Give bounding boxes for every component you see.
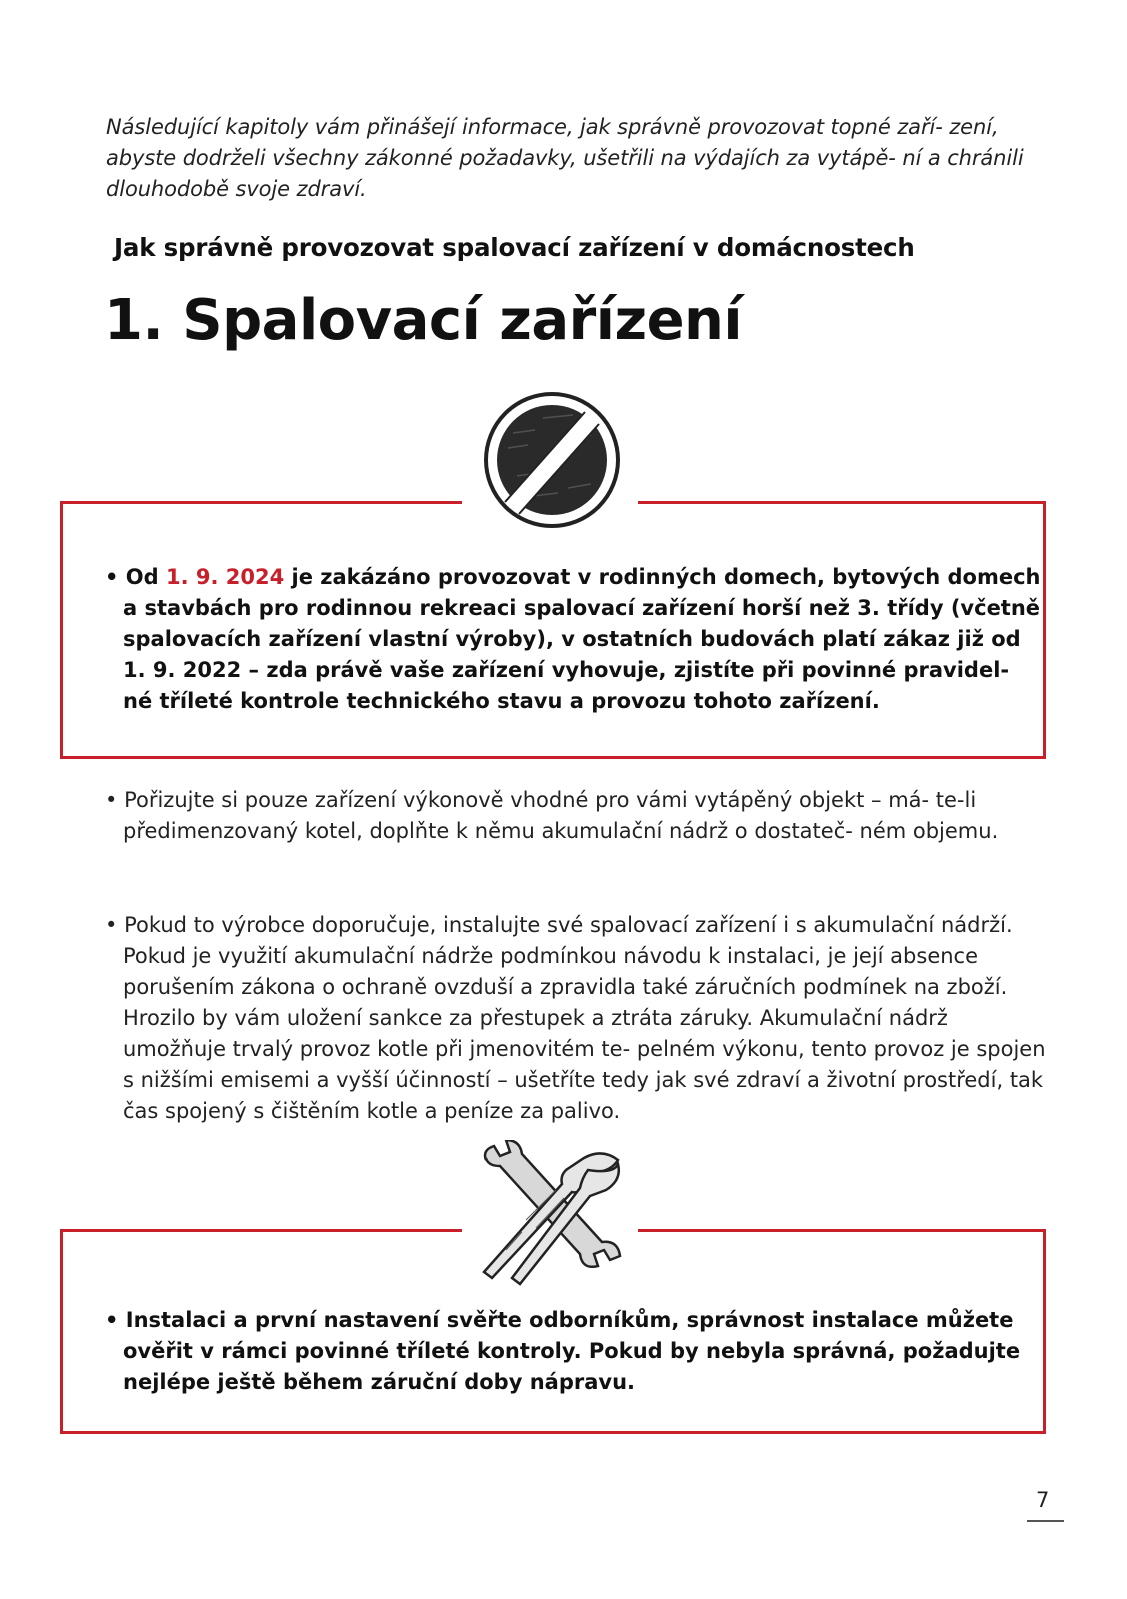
wrench-and-pliers-icon — [466, 1140, 636, 1290]
chapter-title: 1. Spalovací zařízení — [104, 288, 743, 353]
list-item: • Pokud to výrobce doporučuje, instalujte své spalovací zařízení i s akumulační nádrží. Pokud je využití akumulační nádrže podmínkou návodu k instalaci, je její absence porušením zákona o ochraně ovzduší a zpravidla také záručních podmínek na zboží. Hrozilo by vám uložení sankce za přestupek a ztráta záruky. Akumulační nádrž umožňuje trvalý provoz kotle při jmenovitém te- pelném výkonu, tento provoz je spojen s nižšími emisemi a vyšší účinností – ušetříte tedy jak své zdraví a životní prostředí, tak čas spojený s čištěním kotle a peníze za palivo. — [105, 913, 1046, 1123]
prohibition-sign-icon — [473, 388, 631, 536]
page-number: 7 — [1036, 1488, 1050, 1512]
list-item-ban-notice: • Od 1. 9. 2024 je zakázáno provozovat v rodinných domech, bytových domech a stavbách pro rodinnou rekreaci spalovací zařízení horší než 3. třídy (včetně spalovacích zařízení vlastní výroby), v ostatních budovách platí zákaz již od 1. 9. 2022 – zda právě vaše zařízení vyhovuje, zjistíte při povinné pravidel- né tříleté kontrole technického stavu a provozu tohoto zařízení. — [105, 565, 1041, 713]
section-subheading: Jak správně provozovat spalovací zařízení v domácnostech — [114, 233, 915, 262]
list-item-installation: • Instalaci a první nastavení svěřte odborníkům, správnost instalace můžete ověřit v rámci povinné tříleté kontroly. Pokud by nebyla správná, požadujte nejlépe ještě během záruční doby nápravu. — [105, 1308, 1021, 1394]
ban-date: 1. 9. 2024 — [165, 565, 285, 589]
page-number-underline — [1027, 1520, 1064, 1522]
intro-paragraph: Následující kapitoly vám přinášejí informace, jak správně provozovat topné zaří- zení, abyste dodrželi všechny zákonné požadavky, ušetřili na výdajích za vytápě- ní a chránili dlouhodobě svoje zdraví. — [106, 115, 1024, 201]
list-item: • Pořizujte si pouze zařízení výkonově vhodné pro vámi vytápěný objekt – má- te-li předimenzovaný kotel, doplňte k němu akumulační nádrž o dostateč- ném objemu. — [105, 788, 999, 843]
